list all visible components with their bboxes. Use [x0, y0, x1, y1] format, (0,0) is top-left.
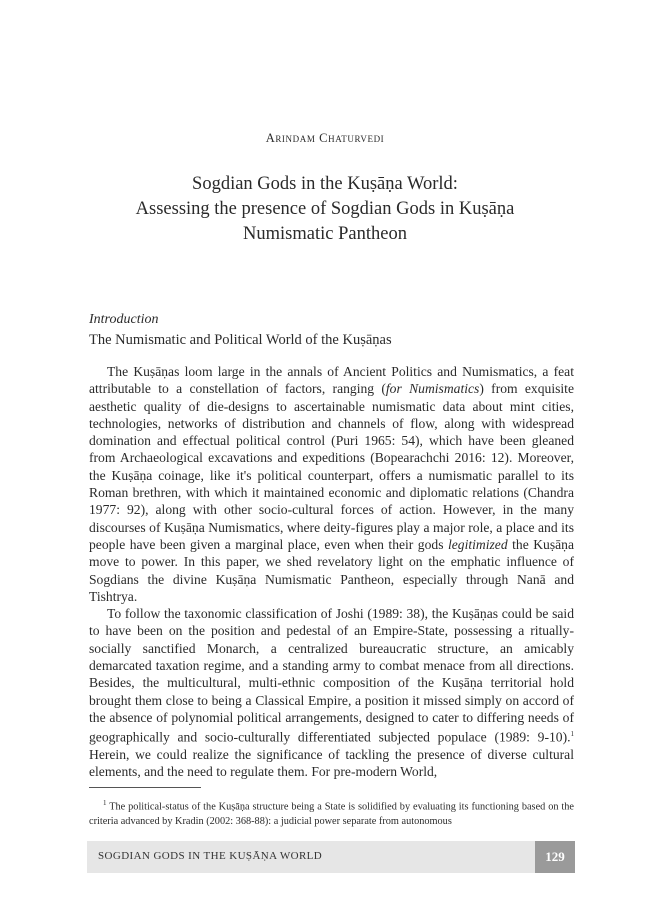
p1-emphasis-b: legitimized — [447, 536, 508, 552]
title-line-2: Assessing the presence of Sogdian Gods in Kuṣāṇa — [135, 199, 515, 219]
p2-part-b: Herein, we could realize the significance of tackling the presence of diverse cultural elements, and the need to regulate them. For pre-modern World, — [89, 747, 574, 780]
p1-part-b: ) from exquisite aesthetic quality of die-designs to ascertainable numismatic data about mint cities, technologies, networks of distribution and channels of flow, along with widespread domination and effectual political control (Puri 1965: 54), which have been gleaned from Archaeological excavations and expeditions (Bopearachchi 2016: 12). Moreover, the Kuṣāṇa coinage, like it's political counterpart, offers a numismatic parallel to its Roman brethren, with which it maintained economic and diplomatic relations (Chandra 1977: 92), along with other socio-cultural forces of action. However, in the many discourses of Kuṣāṇa Numismatics, where deity-figures play a major role, a place and its people have been given a marginal place, even when their gods — [89, 381, 574, 552]
p1-part-a: The Kuṣāṇas loom large in the annals of Ancient Politics and Numismatics, a feat attributable to a constellation of factors, ranging ( — [89, 364, 574, 397]
p1-part-c: the Kuṣāṇa move to power. In this paper, we shed revelatory light on the emphatic influence of Sogdians the divine Kuṣāṇa Numismatic Pantheon, especially through Nanā and Tishtrya. — [89, 536, 574, 604]
footnote-marker: 1 — [103, 799, 107, 807]
running-title: SOGDIAN GODS IN THE KUṢĀṆA WORLD — [98, 850, 323, 862]
footnote-reference: 1 — [570, 730, 574, 739]
body-text — [89, 363, 574, 781]
section-kicker: Introduction — [89, 312, 159, 327]
p1-emphasis-a: for Numismatics — [385, 381, 480, 397]
title-line-1: Sogdian Gods in the Kuṣāṇa World: — [192, 174, 458, 194]
paragraph-2 — [89, 605, 574, 781]
paragraph-1 — [89, 363, 574, 605]
paper-title — [60, 172, 590, 247]
footnote-divider — [89, 787, 201, 788]
author-name: Arindam Chaturvedi — [265, 131, 385, 145]
section-heading: The Numismatic and Political World of the Kuṣāṇas — [89, 332, 392, 348]
page-number: 129 — [535, 841, 575, 873]
page-footer — [87, 841, 575, 873]
footnote-text: The political-status of the Kuṣāṇa structure being a State is solidified by evaluating its functioning based on the criteria advanced by Kradin (2002: 368-88): a judicial power separate from autonomous — [89, 801, 574, 828]
footnote — [89, 796, 574, 829]
title-line-3: Numismatic Pantheon — [243, 224, 407, 244]
p2-part-a: To follow the taxonomic classification of Joshi (1989: 38), the Kuṣāṇas could be said to have been on the position and pedestal of an Empire-State, possessing a ritually-socially sanctified Monarch, a centralized bureaucratic structure, an amicably demarcated taxation regime, and a standing army to combat menace from all directions. Besides, the multicultural, multi-ethnic composition of the Kuṣāṇa territorial hold brought them close to being a Classical Empire, a position it missed simply on accord of the absence of polynomial political arrangements, designed to cater to differing needs of geographically and socio-culturally differentiated subjected populace (1989: 9-10). — [89, 606, 574, 745]
